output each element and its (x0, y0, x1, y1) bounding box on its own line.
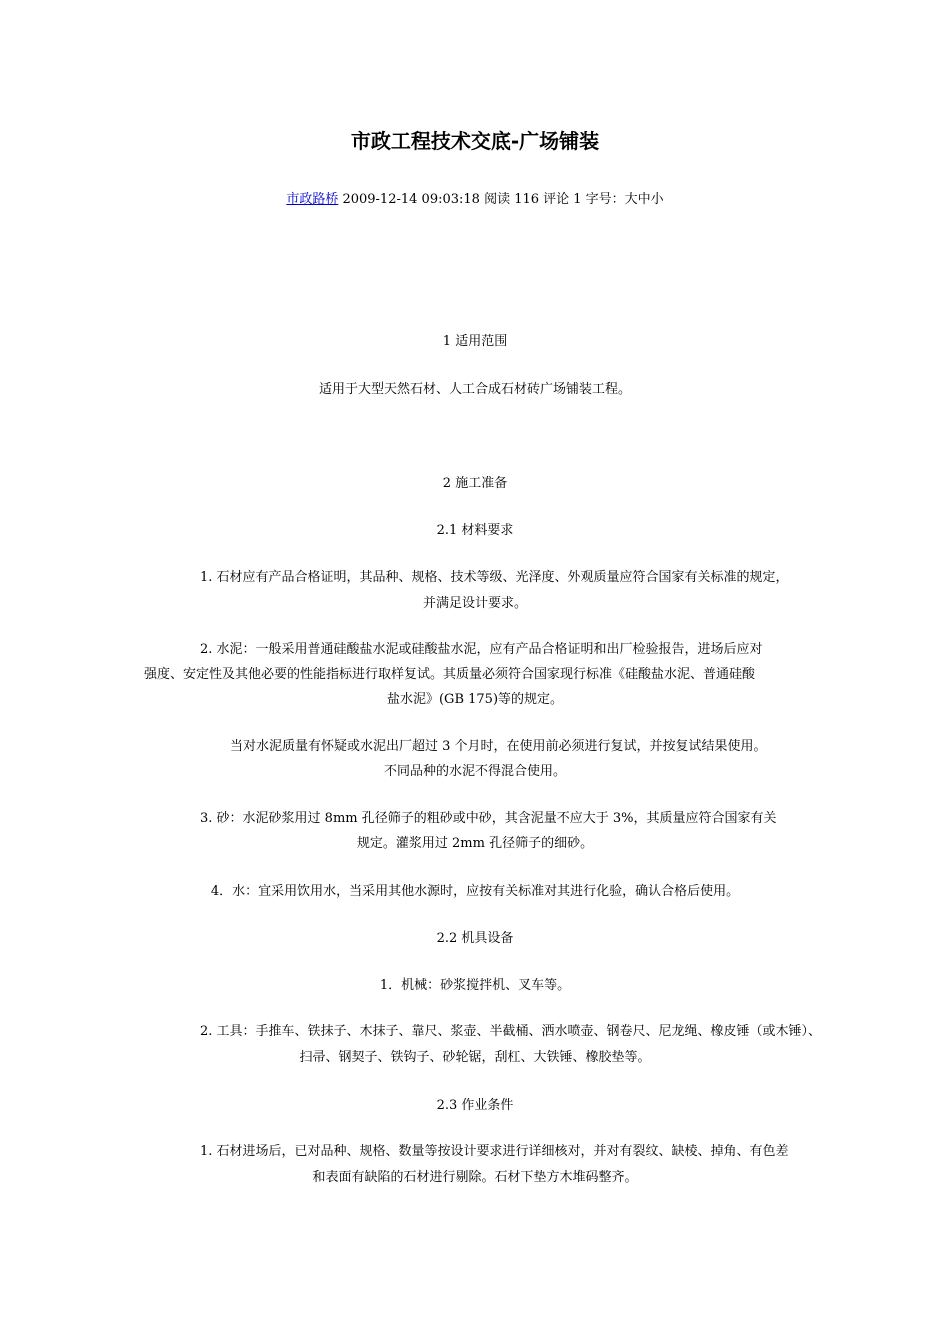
material-item-4: 4．水：宜采用饮用水，当采用其他水源时，应按有关标准对其进行化验，确认合格后使用。 (210, 884, 740, 899)
cement-note-line-1: 当对水泥质量有怀疑或水泥出厂超过 3 个月时，在使用前必须进行复试，并按复试结果使用。 (230, 739, 767, 754)
condition-item-1-line-2: 和表面有缺陷的石材进行剔除。石材下垫方木堆码整齐。 (312, 1170, 638, 1185)
document-title: 市政工程技术交底-广场铺装 (350, 129, 600, 153)
section-2-1-heading: 2.1 材料要求 (436, 523, 514, 538)
material-item-1-line-2: 并满足设计要求。 (422, 596, 527, 611)
material-item-2-line-3: 盐水泥》(GB 175)等的规定。 (386, 692, 564, 707)
material-item-3-line-1: 3. 砂：水泥砂浆用过 8mm 孔径筛子的粗砂或中砂，其含泥量不应大于 3%，其质量应符合国家有关 (200, 811, 777, 826)
equipment-item-2-line-2: 扫帚、钢契子、铁钩子、砂轮锯，刮杠、大铁锤、橡胶垫等。 (299, 1050, 651, 1065)
author-link[interactable]: 市政路桥 (286, 192, 339, 207)
equipment-item-2-line-1: 2. 工具：手推车、铁抹子、木抹子、靠尺、浆壶、半截桶、洒水喷壶、钢卷尺、尼龙绳、橡皮锤（或木锤）、 (200, 1024, 822, 1039)
material-item-2-line-2: 强度、安定性及其他必要的性能指标进行取样复试。其质量必须符合国家现行标准《硅酸盐水泥、普通硅酸 (144, 667, 756, 682)
article-meta (0, 188, 950, 212)
section-1-heading: 1 适用范围 (442, 334, 508, 349)
section-2-3-heading: 2.3 作业条件 (436, 1098, 514, 1113)
material-item-3-line-2: 规定。灌浆用过 2mm 孔径筛子的细砂。 (356, 836, 594, 851)
material-item-2-line-1: 2. 水泥：一般采用普通硅酸盐水泥或硅酸盐水泥，应有产品合格证明和出厂检验报告，进场后应对 (200, 642, 763, 657)
section-2-2-heading: 2.2 机具设备 (436, 931, 514, 946)
section-2-heading: 2 施工准备 (442, 476, 508, 491)
condition-item-1-line-1: 1. 石材进场后，已对品种、规格、数量等按设计要求进行详细核对，并对有裂纹、缺棱、掉角、有色差 (200, 1144, 789, 1159)
material-item-1-line-1: 1. 石材应有产品合格证明，其品种、规格、技术等级、光泽度、外观质量应符合国家有关标准的规定， (200, 570, 789, 585)
cement-note-line-2: 不同品种的水泥不得混合使用。 (383, 764, 566, 779)
article-info: 2009-12-14 09:03:18 阅读 116 评论 1 字号：大中小 (338, 192, 664, 207)
equipment-item-1: 1．机械：砂浆搅拌机、叉车等。 (379, 978, 571, 993)
section-1-text: 适用于大型天然石材、人工合成石材砖广场铺装工程。 (318, 382, 631, 397)
